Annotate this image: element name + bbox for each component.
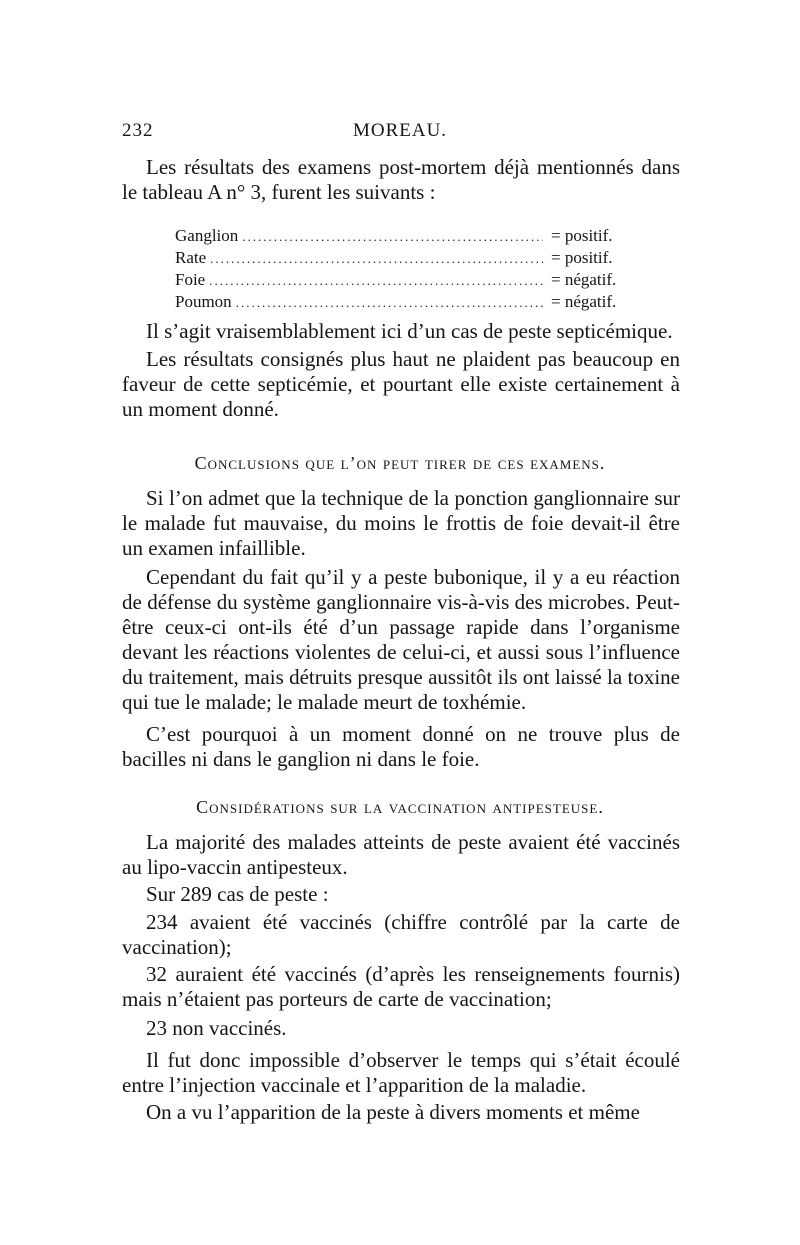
paragraph-technique: Si l’on admet que la technique de la ponction ganglionnaire sur le malade fut mauvaise, du moins le frottis de foie devait-il être un examen infaillible. — [122, 486, 680, 560]
paragraph-time-elapsed: Il fut donc impossible d’observer le temps qui s’était écoulé entre l’injection vaccinale et l’apparition de la maladie. — [122, 1048, 680, 1097]
paragraph-plague-appearance: On a vu l’apparition de la peste à divers moments et même — [146, 1100, 640, 1124]
organ-label: Poumon — [175, 292, 232, 311]
section-heading-conclusions: Conclusions que l’on peut tirer de ces examens. — [194, 453, 606, 473]
dot-leader — [236, 292, 543, 314]
dot-leader — [242, 226, 543, 248]
paragraph-septicemia: Il s’agit vraisemblablement ici d’un cas de peste septicémique. — [146, 319, 673, 343]
result-value: = positif. — [551, 226, 613, 245]
paragraph-vaccinated-234: 234 avaient été vaccinés (chiffre contrôlé par la carte de vaccination); — [122, 910, 680, 959]
section-heading-vaccination: Considérations sur la vaccination antipesteuse. — [196, 797, 604, 817]
paragraph-vaccinated-32: 32 auraient été vaccinés (d’après les renseignements fournis) mais n’étaient pas porteurs de carte de vaccination; — [122, 962, 680, 1011]
results-table — [175, 225, 635, 313]
paragraph-no-bacilli: C’est pourquoi à un moment donné on ne trouve plus de bacilles ni dans le ganglion ni dans le foie. — [122, 722, 680, 771]
organ-label: Ganglion — [175, 226, 239, 245]
paragraph-vaccinated-majority: La majorité des malades atteints de peste avaient été vaccinés au lipo-vaccin antipesteux. — [122, 830, 680, 879]
table-row — [175, 291, 635, 313]
organ-label: Rate — [175, 248, 207, 267]
dot-leader — [210, 248, 543, 270]
page-number: 232 — [122, 120, 154, 141]
paragraph-results-consigned: Les résultats consignés plus haut ne plaident pas beaucoup en faveur de cette septicémie, et pourtant elle existe certainement à un moment donné. — [122, 347, 680, 421]
result-value: = positif. — [551, 248, 613, 267]
running-header — [122, 120, 678, 144]
result-value: = négatif. — [551, 270, 617, 289]
table-row — [175, 269, 635, 291]
table-row — [175, 225, 635, 247]
running-title: MOREAU. — [352, 120, 448, 141]
dot-leader — [209, 270, 543, 292]
result-value: = négatif. — [551, 292, 617, 311]
organ-label: Foie — [175, 270, 206, 289]
table-row — [175, 247, 635, 269]
paragraph-not-vaccinated: 23 non vaccinés. — [146, 1016, 287, 1040]
paragraph-results-intro: Les résultats des examens post-mortem déjà mentionnés dans le tableau A n° 3, furent les suivants : — [122, 155, 680, 204]
paragraph-bubonic-defense: Cependant du fait qu’il y a peste bubonique, il y a eu réaction de défense du système ganglionnaire vis-à-vis des microbes. Peut-être ceux-ci ont-ils été d’un passage rapide dans l’organisme devant les réactions violentes de celui-ci, et aussi sous l’influence du traitement, mais détruits presque aussitôt ils ont laissé la toxine qui tue le malade; le malade meurt de toxhémie. — [122, 565, 680, 714]
paragraph-cases-count: Sur 289 cas de peste : — [146, 882, 329, 906]
